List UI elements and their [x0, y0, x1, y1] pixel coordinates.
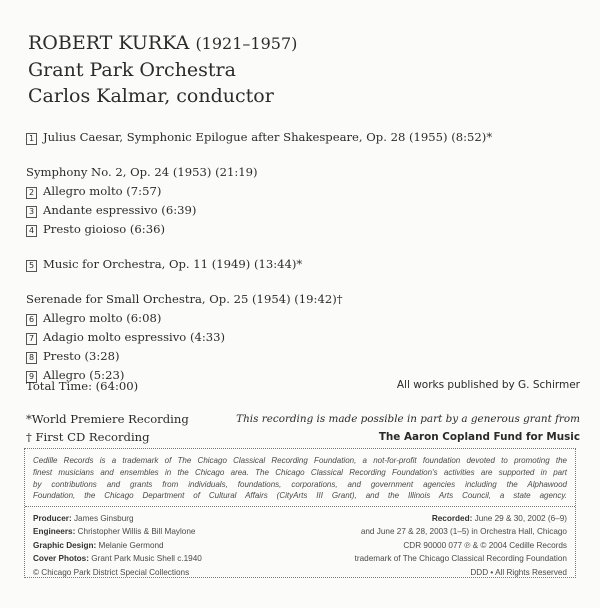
track-number: 4: [26, 225, 37, 237]
publisher-note: All works published by G. Schirmer: [396, 379, 580, 391]
track-row: [26, 128, 586, 147]
grant-line: This recording is made possible in part by a generous grant from: [236, 413, 580, 425]
trademark-note: trademark of The Chicago Classical Recording Foundation: [354, 554, 567, 564]
track-title: Allegro (5:23): [43, 368, 125, 382]
trademark-line: finest musicians and ensembles in the Chicago area. The Chicago Classical Recording Foundation's activities are supported in part: [33, 467, 567, 477]
track-title: Adagio molto espressivo (4:33): [43, 330, 226, 344]
grant-fund-name: The Aaron Copland Fund for Music: [378, 431, 580, 443]
track-row: [26, 201, 586, 220]
trademark-paragraph: [33, 455, 567, 502]
recording-notes: [26, 410, 189, 446]
catalog-copyright: CDR 90000 077 ℗ & © 2004 Cedille Records: [403, 540, 567, 550]
track-row: [26, 309, 586, 328]
track-title: Allegro molto (7:57): [43, 184, 162, 198]
photo-copyright: © Chicago Park District Special Collections: [33, 567, 190, 577]
first-cd-note: † First CD Recording: [26, 430, 150, 444]
track-title: Presto gioioso (6:36): [43, 222, 165, 236]
producer-credit: Producer: James Ginsburg: [33, 514, 134, 523]
design-credit: Graphic Design: Melanie Germond: [33, 540, 164, 550]
composer-name: ROBERT KURKA: [28, 32, 190, 54]
track-number: 9: [26, 371, 37, 383]
orchestra-name: Grant Park Orchestra: [28, 59, 236, 81]
track-number: 1: [26, 133, 37, 145]
track-row: [26, 347, 586, 366]
track-number: 2: [26, 187, 37, 199]
credits-box: [24, 448, 576, 578]
track-title: Andante espressivo (6:39): [43, 203, 197, 217]
photos-credit: Cover Photos: Grant Park Music Shell c.1940: [33, 554, 202, 564]
rights-reserved: DDD • All Rights Reserved: [470, 567, 567, 577]
track-row: [26, 220, 586, 239]
recorded-info: Recorded: June 29 & 30, 2002 (6–9): [431, 514, 567, 523]
total-time: Total Time: (64:00): [26, 379, 139, 393]
work-title: Serenade for Small Orchestra, Op. 25 (1954) (19:42)†: [26, 292, 343, 306]
production-credits: [33, 512, 202, 579]
track-row: [26, 255, 586, 274]
grant-credit: [236, 410, 580, 446]
composer-dates: (1921–1957): [195, 34, 298, 53]
world-premiere-note: *World Premiere Recording: [26, 412, 189, 426]
divider: [25, 506, 575, 507]
recorded-info-2: and June 27 & 28, 2003 (1–5) in Orchestra Hall, Chicago: [360, 527, 567, 537]
track-title: Music for Orchestra, Op. 11 (1949) (13:44)*: [43, 257, 303, 271]
work-title: Symphony No. 2, Op. 24 (1953) (21:19): [26, 165, 258, 179]
trademark-line: Cedille Records is a trademark of The Chicago Classical Recording Foundation, a not-for-profit foundation devoted to promoting the: [33, 456, 567, 465]
track-row: [26, 182, 586, 201]
trademark-line: Foundation, the Chicago Department of Cultural Affairs (CityArts III Grant), and the Illinois Arts Council, a state agency.: [33, 491, 567, 501]
trademark-line: by contributions and grants from individuals, foundations, corporations, and government agencies including the Alphawood: [33, 479, 567, 489]
track-number: 7: [26, 333, 37, 345]
album-header: [28, 30, 297, 109]
engineers-credit: Engineers: Christopher Willis & Bill Maylone: [33, 527, 196, 537]
track-number: 3: [26, 206, 37, 218]
track-number: 5: [26, 260, 37, 272]
track-number: 8: [26, 352, 37, 364]
track-number: 6: [26, 314, 37, 326]
track-list: [26, 128, 586, 385]
track-row: [26, 328, 586, 347]
rights-info: [355, 512, 567, 579]
track-title: Allegro molto (6:08): [43, 311, 162, 325]
track-title: Presto (3:28): [43, 349, 120, 363]
track-title: Julius Caesar, Symphonic Epilogue after Shakespeare, Op. 28 (1955) (8:52)*: [43, 130, 493, 144]
composer-line: [28, 30, 297, 57]
conductor-name: Carlos Kalmar, conductor: [28, 85, 274, 107]
